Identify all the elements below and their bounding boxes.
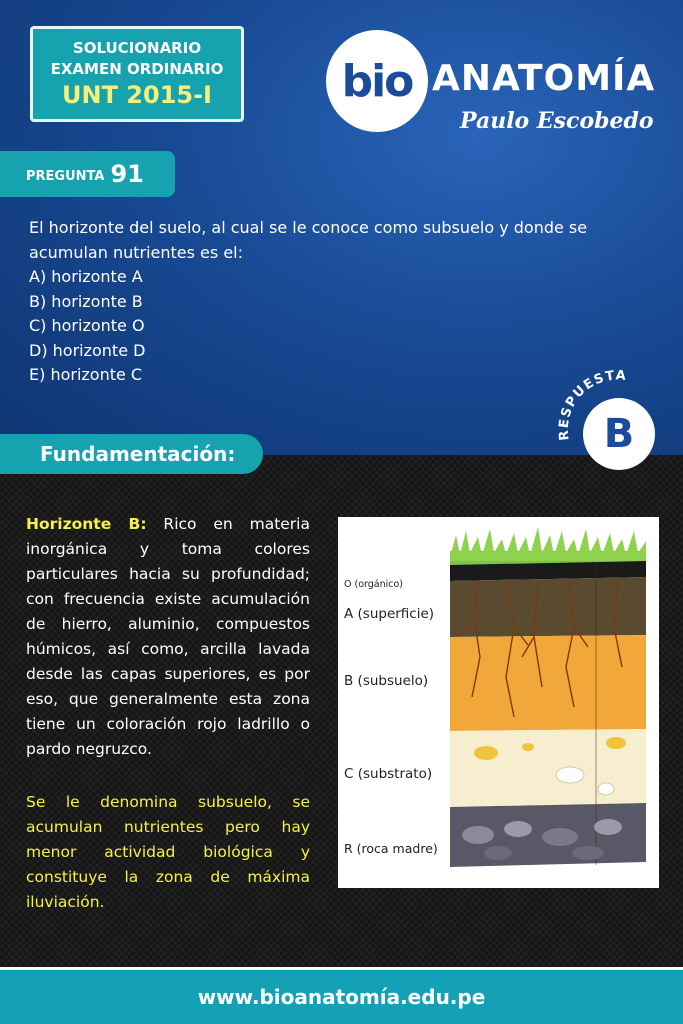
question-tab — [0, 151, 175, 197]
brand-logo — [326, 30, 428, 132]
question-label: PREGUNTA — [26, 169, 105, 184]
option-b: B) horizonte B — [29, 291, 143, 311]
label-horizon-o: O (orgánico) — [344, 579, 404, 590]
explanation-highlight: Horizonte B: — [26, 515, 147, 533]
soil-horizons-figure — [338, 517, 659, 888]
fundamentacion-heading: Fundamentación: — [40, 442, 236, 466]
question-line-1: El horizonte del suelo, al cual se le conoce como subsuelo y donde se — [29, 218, 588, 237]
grass-icon — [450, 527, 646, 567]
exam-badge — [30, 26, 244, 122]
explanation-body: Rico en materia inorgánica y toma colores particulares hacia su profundidad; con frecuencia existe acumulación de hierro, aluminio, compuestos húmicos, así como, arcilla lavada desde las capas superiores, es por eso, que generalmente esta zona tiene un coloración rojo ladrillo o pardo negruzco. — [26, 515, 310, 758]
answer-label: RESPUESTA — [556, 370, 628, 442]
option-c: C) horizonte O — [29, 316, 145, 335]
option-a: A) horizonte A — [29, 267, 143, 286]
footer-url[interactable]: www.bioanatomía.edu.pe — [197, 985, 486, 1009]
badge-line-2: EXAMEN ORDINARIO — [50, 60, 224, 78]
option-e: E) horizonte C — [29, 365, 143, 384]
question-text — [29, 216, 669, 388]
answer-badge — [555, 370, 670, 470]
label-horizon-a: A (superficie) — [344, 606, 435, 622]
soil-profile-illustration — [338, 517, 659, 888]
label-horizon-b: B (subsuelo) — [344, 673, 429, 689]
question-number: 91 — [110, 160, 144, 188]
brand-bio-text: bio — [341, 55, 413, 107]
explanation-note: Se le denomina subsuelo, se acumulan nutrientes pero hay menor actividad biológica y constituye la zona de máxima iluviación. — [26, 793, 310, 911]
explanation-text — [26, 512, 310, 762]
brand-author: Paulo Escobedo — [460, 108, 654, 134]
question-line-2: acumulan nutrientes es el: — [29, 242, 243, 262]
badge-line-1: SOLUCIONARIO — [72, 39, 202, 57]
answer-circle — [583, 398, 655, 470]
label-horizon-c: C (substrato) — [344, 766, 433, 782]
label-horizon-r: R (roca madre) — [344, 841, 438, 856]
badge-line-3: UNT 2015-I — [62, 81, 212, 109]
fundamentacion-tab — [0, 434, 263, 474]
option-d: D) horizonte D — [29, 340, 146, 360]
brand-name: ANATOMÍA — [432, 58, 656, 99]
answer-value: B — [603, 411, 635, 457]
footer — [0, 967, 683, 1024]
